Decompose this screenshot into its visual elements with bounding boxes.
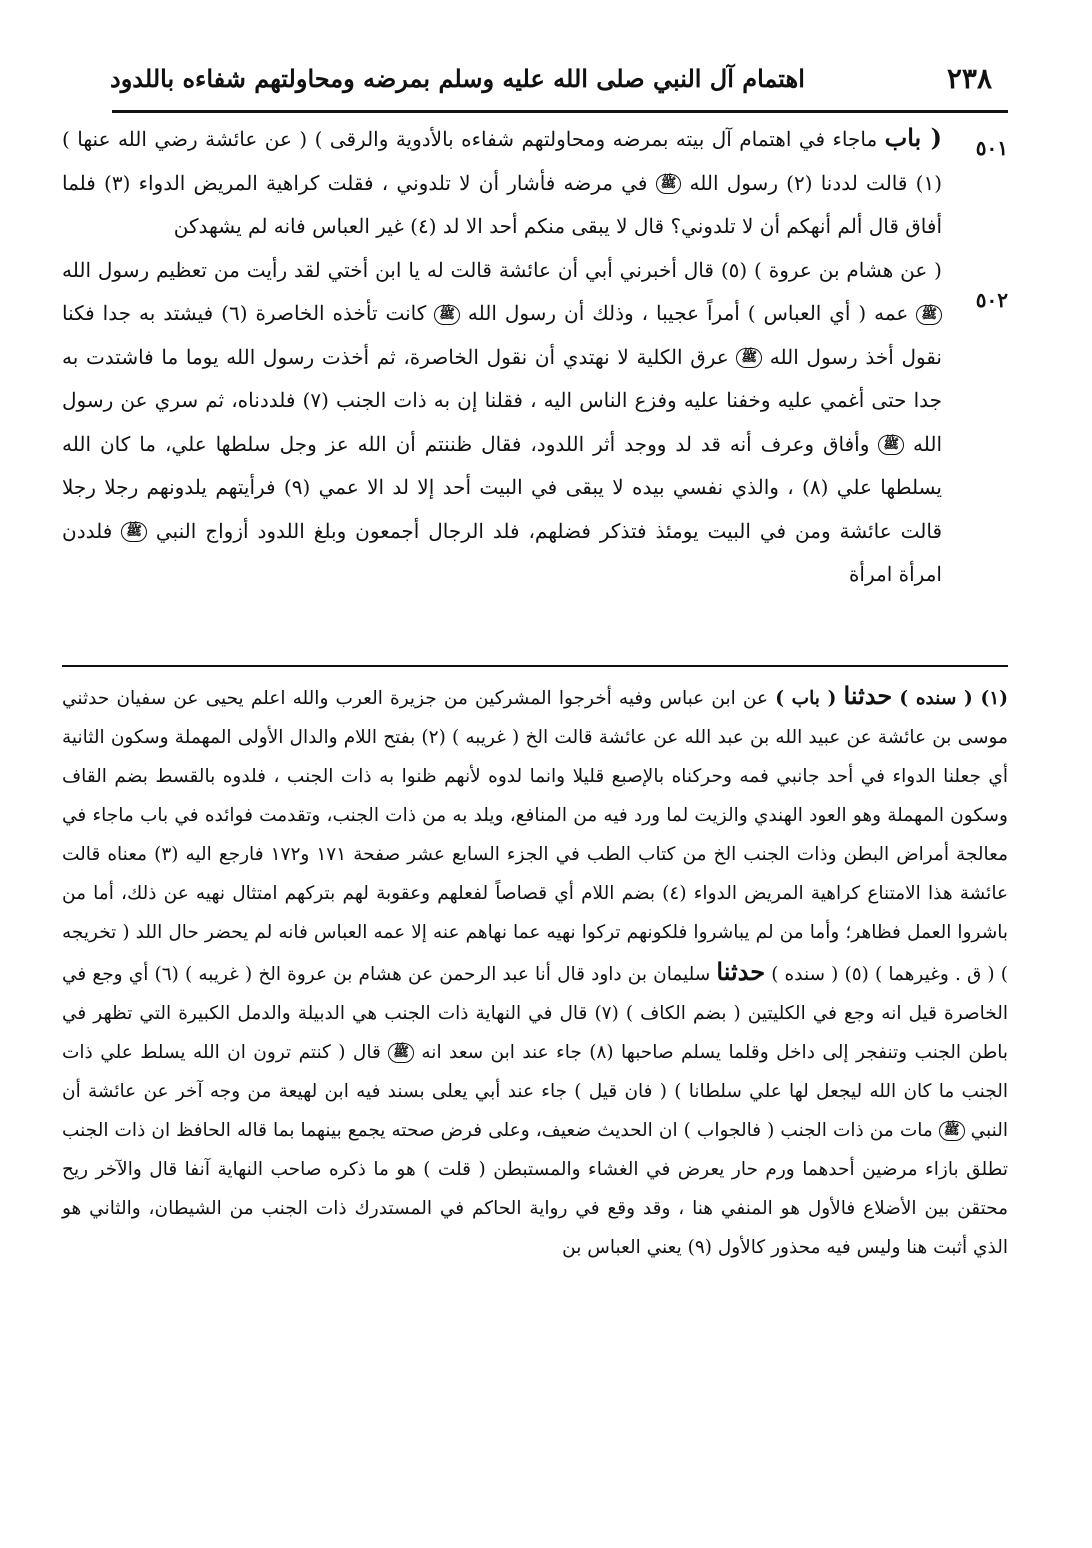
text-segment: قيل انه وجع في الكليتين ( بضم الكاف ) (٧) قال في النهاية ذات الجنب هي الدبيلة والدمل الكبيرة	[178, 1003, 937, 1024]
hadith-number-501: ٥٠١	[975, 136, 1008, 160]
text-segment: يحيى عن سفيان حدثني موسى بن عائشة عن عبيد الله بن عبد الله عن عائشة قالت الخ ( غريبه ) (٢) بفتح	[62, 688, 1008, 748]
text-segment: في مرضه فأشار أن لا تلدوني ، فقلت كراهية المريض الدواء (٣)	[104, 170, 648, 195]
text-segment: مات من ذات الجنب	[780, 1120, 933, 1141]
page-number: ٢٣٨	[946, 61, 992, 95]
hadith-502	[62, 249, 942, 597]
text-segment: لا يبقى في البيت أحد إلا لد الا عمي (٩) فرأيتهم يلدونهم رجلا رجلا قالت عائشة ومن في	[62, 475, 943, 543]
text-segment: بتركهم امتثال نهيه عن ذلك، أما من باشروا العمل فظاهر؛ وأما من لم يباشروا فلكونهم تركوا نهيه عما نهاهم	[62, 883, 1008, 943]
text-segment: كانت تأخذه الخاصرة (٦)	[221, 301, 427, 325]
hadith-501	[62, 116, 942, 249]
salawat-ligature-icon: ﷺ	[736, 348, 762, 368]
footnote-1	[62, 676, 1008, 1267]
text-segment: ذات الجنب من الشيطان، والثاني هو الذي أثبت هنا وليس فيه محذور كالأول (٩) يعني العباس بن	[62, 1198, 1008, 1258]
text-segment: قال والآخر ريح محتقن بين الأضلاع فالأول هو المنفي هنا ، وقد وقع في رواية الحاكم في المستدرك	[62, 1159, 1008, 1219]
text-segment: قال ( كنتم ترون ان الله يسلط علي ذات الجنب ما كان الله ليجعل لها علي سلطانا ) ( فان قيل ) جاء	[62, 1042, 1008, 1102]
text-segment: (٣) معناه قالت عائشة هذا الامتناع كراهية المريض الدواء (٤) بضم اللام أي قصاصاً لفعلهم وعقوبة لهم	[62, 844, 1008, 904]
text-segment: أخذت رسول الله يوما ما فاشتدت به جدا حتى أغمي عليه وخفنا عليه وفزع الناس اليه ، فقلنا	[62, 344, 943, 412]
text-segment: عنه إلا عمه العباس فانه لم يحضر حال اللد ( تخريجه ) ( ق . وغيرهما ) (٥) ( سنده )	[62, 922, 1008, 985]
text-segment: عن ابن عباس وفيه أخرجوا المشركين من جزيرة العرب والله اعلم	[250, 688, 769, 709]
text-segment: التي تظهر في باطن الجنب وتنفجر إلى داخل وقلما يسلم صاحبها (٨) جاء عند ابن سعد انه	[62, 1003, 1008, 1063]
hadith-number-502: ٥٠٢	[975, 288, 1008, 312]
chapter-heading: ماجاء في اهتمام آل بيته بمرضه ومحاولتهم شفاءه بالأدوية والرقى ) ( عن عائشة رضي الله عنها )	[62, 127, 878, 151]
text-segment: ( فالجواب ) ان الحديث ضعيف، وعلى فرض صحته يجمع بينهما بما قاله الحافظ ان ذات الجنب تطلق	[62, 1120, 1008, 1180]
text-segment: عند أبي يعلى بسند فيه ابن لهيعة من وجه آخر عن عائشة أن النبي	[62, 1081, 1009, 1141]
text-segment: وانما لدوه لأنهم ظنوا به ذات الجنب ، فلدوه بالقسط بضم القاف وسكون المهملة وهو العود الهندي	[62, 766, 1008, 826]
page-header	[110, 60, 992, 96]
text-segment: اللام والدال الأولى المهملة وسكون الثانية أي جعلنا الدواء في أحد جانبي فمه وحركناه بالإصبع قليلا	[62, 727, 1008, 787]
chapter-marker: ( باب	[884, 123, 943, 152]
text-segment: ( عن هشام بن عروة ) (٥) قال أخبرني أبي أن عائشة قالت له يا ابن أختي لقد رأيت من تعظيم رسول الله	[62, 257, 942, 282]
text-segment: عمه ( أي العباس ) أمراً عجيبا ، وذلك أن رسول الله	[467, 301, 909, 325]
main-text	[62, 116, 942, 661]
text-segment: (١) قالت لددنا (٢) رسول الله	[689, 170, 942, 195]
footnote-rule	[62, 665, 1008, 667]
text-segment: (١) ( سنده )	[899, 688, 1008, 709]
text-segment: فلما أفاق قال ألم أنهكم أن لا تلدوني؟ قال لا يبقى منكم أحد الا لد (٤) غير العباس فانه لم يشهدكن	[62, 170, 942, 238]
running-title: اهتمام آل النبي صلى الله عليه وسلم بمرضه ومحاولتهم شفاءه باللدود	[110, 63, 805, 93]
text-segment: أثر اللدود، فقال ظننتم أن الله عز وجل سلطها علي، ما كان الله يسلطها علي (٨) ، والذي نفسي بيده	[62, 431, 943, 499]
text-segment: بازاء مرضين أحدهما ورم حار يعرض في الغشاء والمستبطن ( قلت ) هو ما ذكره صاحب النهاية آنفا	[184, 1159, 959, 1180]
text-segment: فلددن امرأة امرأة	[62, 518, 942, 586]
salawat-ligature-icon: ﷺ	[388, 1043, 414, 1063]
salawat-ligature-icon: ﷺ	[939, 1121, 965, 1141]
footnotes	[62, 676, 1008, 1496]
salawat-ligature-icon: ﷺ	[656, 174, 682, 194]
text-segment: البيت يومئذ فتذكر فضلهم، فلد الرجال أجمعون وبلغ اللدود أزواج النبي	[155, 518, 751, 543]
text-segment: إن به ذات الجنب (٧) فلددناه، ثم سري عن رسول الله	[62, 388, 942, 456]
hadathana-marker: حدثنا	[843, 681, 893, 710]
header-rule	[112, 110, 1008, 113]
salawat-ligature-icon: ﷺ	[916, 305, 942, 325]
text-segment: عرق الكلية لا نهتدي أن نقول الخاصرة، ثم	[376, 344, 729, 369]
salawat-ligature-icon: ﷺ	[878, 435, 904, 455]
salawat-ligature-icon: ﷺ	[121, 522, 147, 542]
text-segment: وأفاق وعرف أنه قد لد ووجد	[624, 431, 870, 456]
text-segment: أمراض البطن وذات الجنب الخ من كتاب الطب في الجزء السابع عشر صفحة ١٧١ و١٧٢ فارجع اليه	[185, 844, 949, 865]
text-segment: سليمان بن داود قال أنا عبد الرحمن عن هشام بن عروة الخ ( غريبه ) (٦) أي وجع في الخاصرة	[62, 964, 1008, 1024]
hadathana-marker: حدثنا	[716, 957, 766, 986]
chapter-marker: ( باب )	[775, 688, 837, 709]
text-segment: فيشتد به جدا فكنا نقول أخذ رسول الله	[62, 301, 942, 369]
salawat-ligature-icon: ﷺ	[434, 305, 460, 325]
text-segment: والزيت لما ورد فيه من المنافع، ويلد به من ذات الجنب، وتقدمت فوائده في باب ماجاء في معالجة	[62, 805, 1008, 865]
